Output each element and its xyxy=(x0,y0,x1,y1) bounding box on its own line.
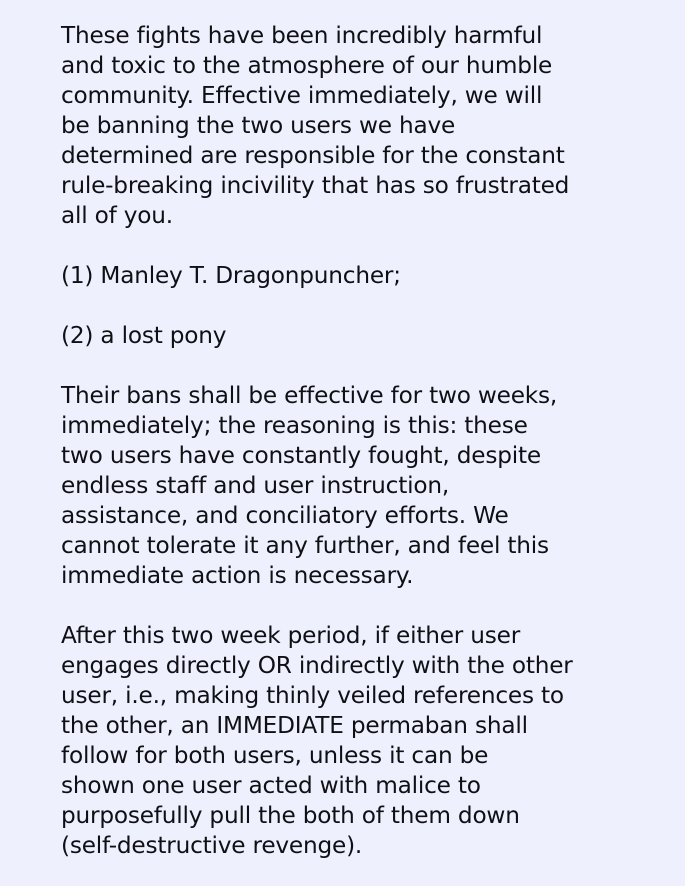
text-line: These fights have been incredibly harmful xyxy=(61,22,543,49)
paragraph-ban-reasoning xyxy=(61,381,621,591)
paragraph-gap xyxy=(61,291,621,321)
text-line: the other, an IMMEDIATE permaban shall xyxy=(61,712,528,739)
text-line: be banning the two users we have xyxy=(61,112,456,139)
paragraph-gap xyxy=(61,231,621,261)
text-line: assistance, and conciliatory efforts. We xyxy=(61,502,509,529)
text-line: user, i.e., making thinly veiled references to xyxy=(61,682,564,709)
text-line: cannot tolerate it any further, and feel this xyxy=(61,532,549,559)
text-line: rule-breaking incivility that has so frustrated xyxy=(61,172,570,199)
text-line: (1) Manley T. Dragonpuncher; xyxy=(61,262,401,289)
paragraph-ban-announcement xyxy=(61,21,621,231)
text-line: community. Effective immediately, we will xyxy=(61,82,543,109)
text-line: all of you. xyxy=(61,202,173,229)
text-line: two users have constantly fought, despite xyxy=(61,442,541,469)
text-line: immediate action is necessary. xyxy=(61,562,414,589)
paragraph-gap xyxy=(61,591,621,621)
paragraph-banned-user-2 xyxy=(61,321,621,351)
paragraph-banned-user-1 xyxy=(61,261,621,291)
text-line: follow for both users, unless it can be xyxy=(61,742,489,769)
text-line: and toxic to the atmosphere of our humble xyxy=(61,52,553,79)
text-line: (2) a lost pony xyxy=(61,322,227,349)
text-line: (self-destructive revenge). xyxy=(61,832,363,859)
paragraph-gap xyxy=(61,351,621,381)
text-line: Their bans shall be effective for two weeks, xyxy=(61,382,558,409)
text-line: determined are responsible for the constant xyxy=(61,142,565,169)
announcement-text xyxy=(61,21,621,861)
paragraph-permaban-warning xyxy=(61,621,621,861)
text-line: After this two week period, if either user xyxy=(61,622,521,649)
text-line: immediately; the reasoning is this: these xyxy=(61,412,528,439)
text-line: endless staff and user instruction, xyxy=(61,472,450,499)
text-line: engages directly OR indirectly with the other xyxy=(61,652,573,679)
text-line: shown one user acted with malice to xyxy=(61,772,481,799)
text-line: purposefully pull the both of them down xyxy=(61,802,520,829)
